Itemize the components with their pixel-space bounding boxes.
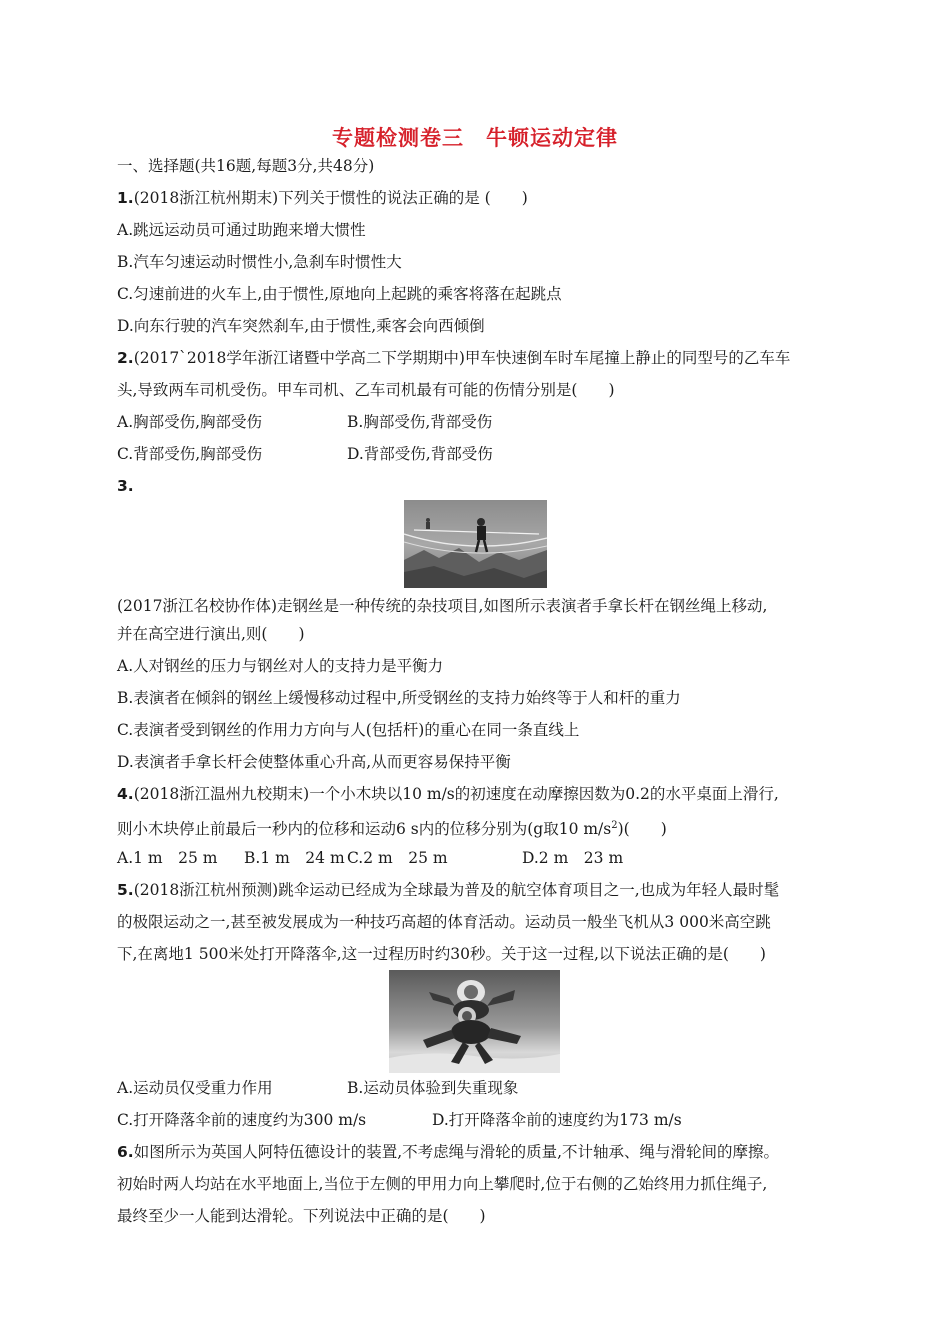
question-number: 1. <box>117 189 134 207</box>
q5-option-b: B.运动员体验到失重现象 <box>347 1079 519 1097</box>
question-text: 则小木块停止前最后一秒内的位移和运动6 s内的位移分别为(g取10 m/s <box>117 820 612 839</box>
section-heading: 一、选择题(共16题,每题3分,共48分) <box>117 157 375 175</box>
q2-option-d: D.背部受伤,背部受伤 <box>347 445 493 463</box>
q5-option-a: A.运动员仅受重力作用 <box>117 1079 273 1097</box>
q4-option-d: D.2 m 23 m <box>522 849 624 867</box>
question-4-stem-cont <box>117 816 667 839</box>
q2-option-c: C.背部受伤,胸部受伤 <box>117 445 263 463</box>
question-3-stem: (2017浙江名校协作体)走钢丝是一种传统的杂技项目,如图所示表演者手拿长杆在钢丝绳上移动, <box>117 597 768 615</box>
question-6-stem <box>117 1142 779 1162</box>
question-1-stem <box>117 188 528 208</box>
question-number: 4. <box>117 785 134 803</box>
question-6-stem-cont: 初始时两人均站在水平地面上,当位于左侧的甲用力向上攀爬时,位于右侧的乙始终用力抓住绳子, <box>117 1175 768 1193</box>
question-number: 2. <box>117 349 134 367</box>
q4-option-c: C.2 m 25 m <box>347 849 448 867</box>
q3-option-d: D.表演者手拿长杆会使整体重心升高,从而更容易保持平衡 <box>117 753 511 771</box>
question-5-stem-cont2: 下,在离地1 500米处打开降落伞,这一过程历时约30秒。关于这一过程,以下说法正确的是( ) <box>117 945 766 963</box>
question-4-stem <box>117 784 779 804</box>
question-text: (2018浙江杭州预测)跳伞运动已经成为全球最为普及的航空体育项目之一,也成为年轻人最时髦 <box>133 881 780 899</box>
superscript: 2 <box>611 820 618 831</box>
question-text: )( ) <box>617 820 667 839</box>
question-3-stem-cont: 并在高空进行演出,则( ) <box>117 625 305 643</box>
q5-option-d: D.打开降落伞前的速度约为173 m/s <box>432 1111 682 1129</box>
question-number: 6. <box>117 1143 134 1161</box>
question-5-stem <box>117 880 779 900</box>
skydivers-photo <box>389 970 560 1073</box>
question-text: (2018浙江杭州期末)下列关于惯性的说法正确的是 ( ) <box>133 189 528 207</box>
q1-option-a: A.跳远运动员可通过助跑来增大惯性 <box>117 221 366 239</box>
question-2-stem <box>117 348 790 368</box>
question-5-stem-cont: 的极限运动之一,甚至被发展成为一种技巧高超的体育活动。运动员一般坐飞机从3 000米高空跳 <box>117 913 771 931</box>
question-6-stem-cont2: 最终至少一人能到达滑轮。下列说法中正确的是( ) <box>117 1207 486 1225</box>
question-text: 如图所示为英国人阿特伍德设计的装置,不考虑绳与滑轮的质量,不计轴承、绳与滑轮间的摩擦。 <box>133 1143 780 1161</box>
question-text: (2017`2018学年浙江诸暨中学高二下学期期中)甲车快速倒车时车尾撞上静止的同型号的乙车车 <box>133 349 791 367</box>
question-2-stem-cont: 头,导致两车司机受伤。甲车司机、乙车司机最有可能的伤情分别是( ) <box>117 381 615 399</box>
tightrope-walker-photo <box>404 500 547 588</box>
q3-option-b: B.表演者在倾斜的钢丝上缓慢移动过程中,所受钢丝的支持力始终等于人和杆的重力 <box>117 689 681 707</box>
question-3-number <box>117 476 134 496</box>
q4-option-b: B.1 m 24 m <box>244 849 345 867</box>
q2-option-a: A.胸部受伤,胸部受伤 <box>117 413 263 431</box>
q3-option-a: A.人对钢丝的压力与钢丝对人的支持力是平衡力 <box>117 657 444 675</box>
q2-option-b: B.胸部受伤,背部受伤 <box>347 413 493 431</box>
q1-option-b: B.汽车匀速运动时惯性小,急刹车时惯性大 <box>117 253 402 271</box>
q3-option-c: C.表演者受到钢丝的作用力方向与人(包括杆)的重心在同一条直线上 <box>117 721 580 739</box>
q1-option-d: D.向东行驶的汽车突然刹车,由于惯性,乘客会向西倾倒 <box>117 317 485 335</box>
q1-option-c: C.匀速前进的火车上,由于惯性,原地向上起跳的乘客将落在起跳点 <box>117 285 562 303</box>
question-number: 3. <box>117 477 134 495</box>
question-number: 5. <box>117 881 134 899</box>
q5-option-c: C.打开降落伞前的速度约为300 m/s <box>117 1111 367 1129</box>
page-title: 专题检测卷三 牛顿运动定律 <box>332 126 618 150</box>
q4-option-a: A.1 m 25 m <box>117 849 218 867</box>
question-text: (2018浙江温州九校期末)一个小木块以10 m/s的初速度在动摩擦因数为0.2的水平桌面上滑行, <box>133 785 779 803</box>
